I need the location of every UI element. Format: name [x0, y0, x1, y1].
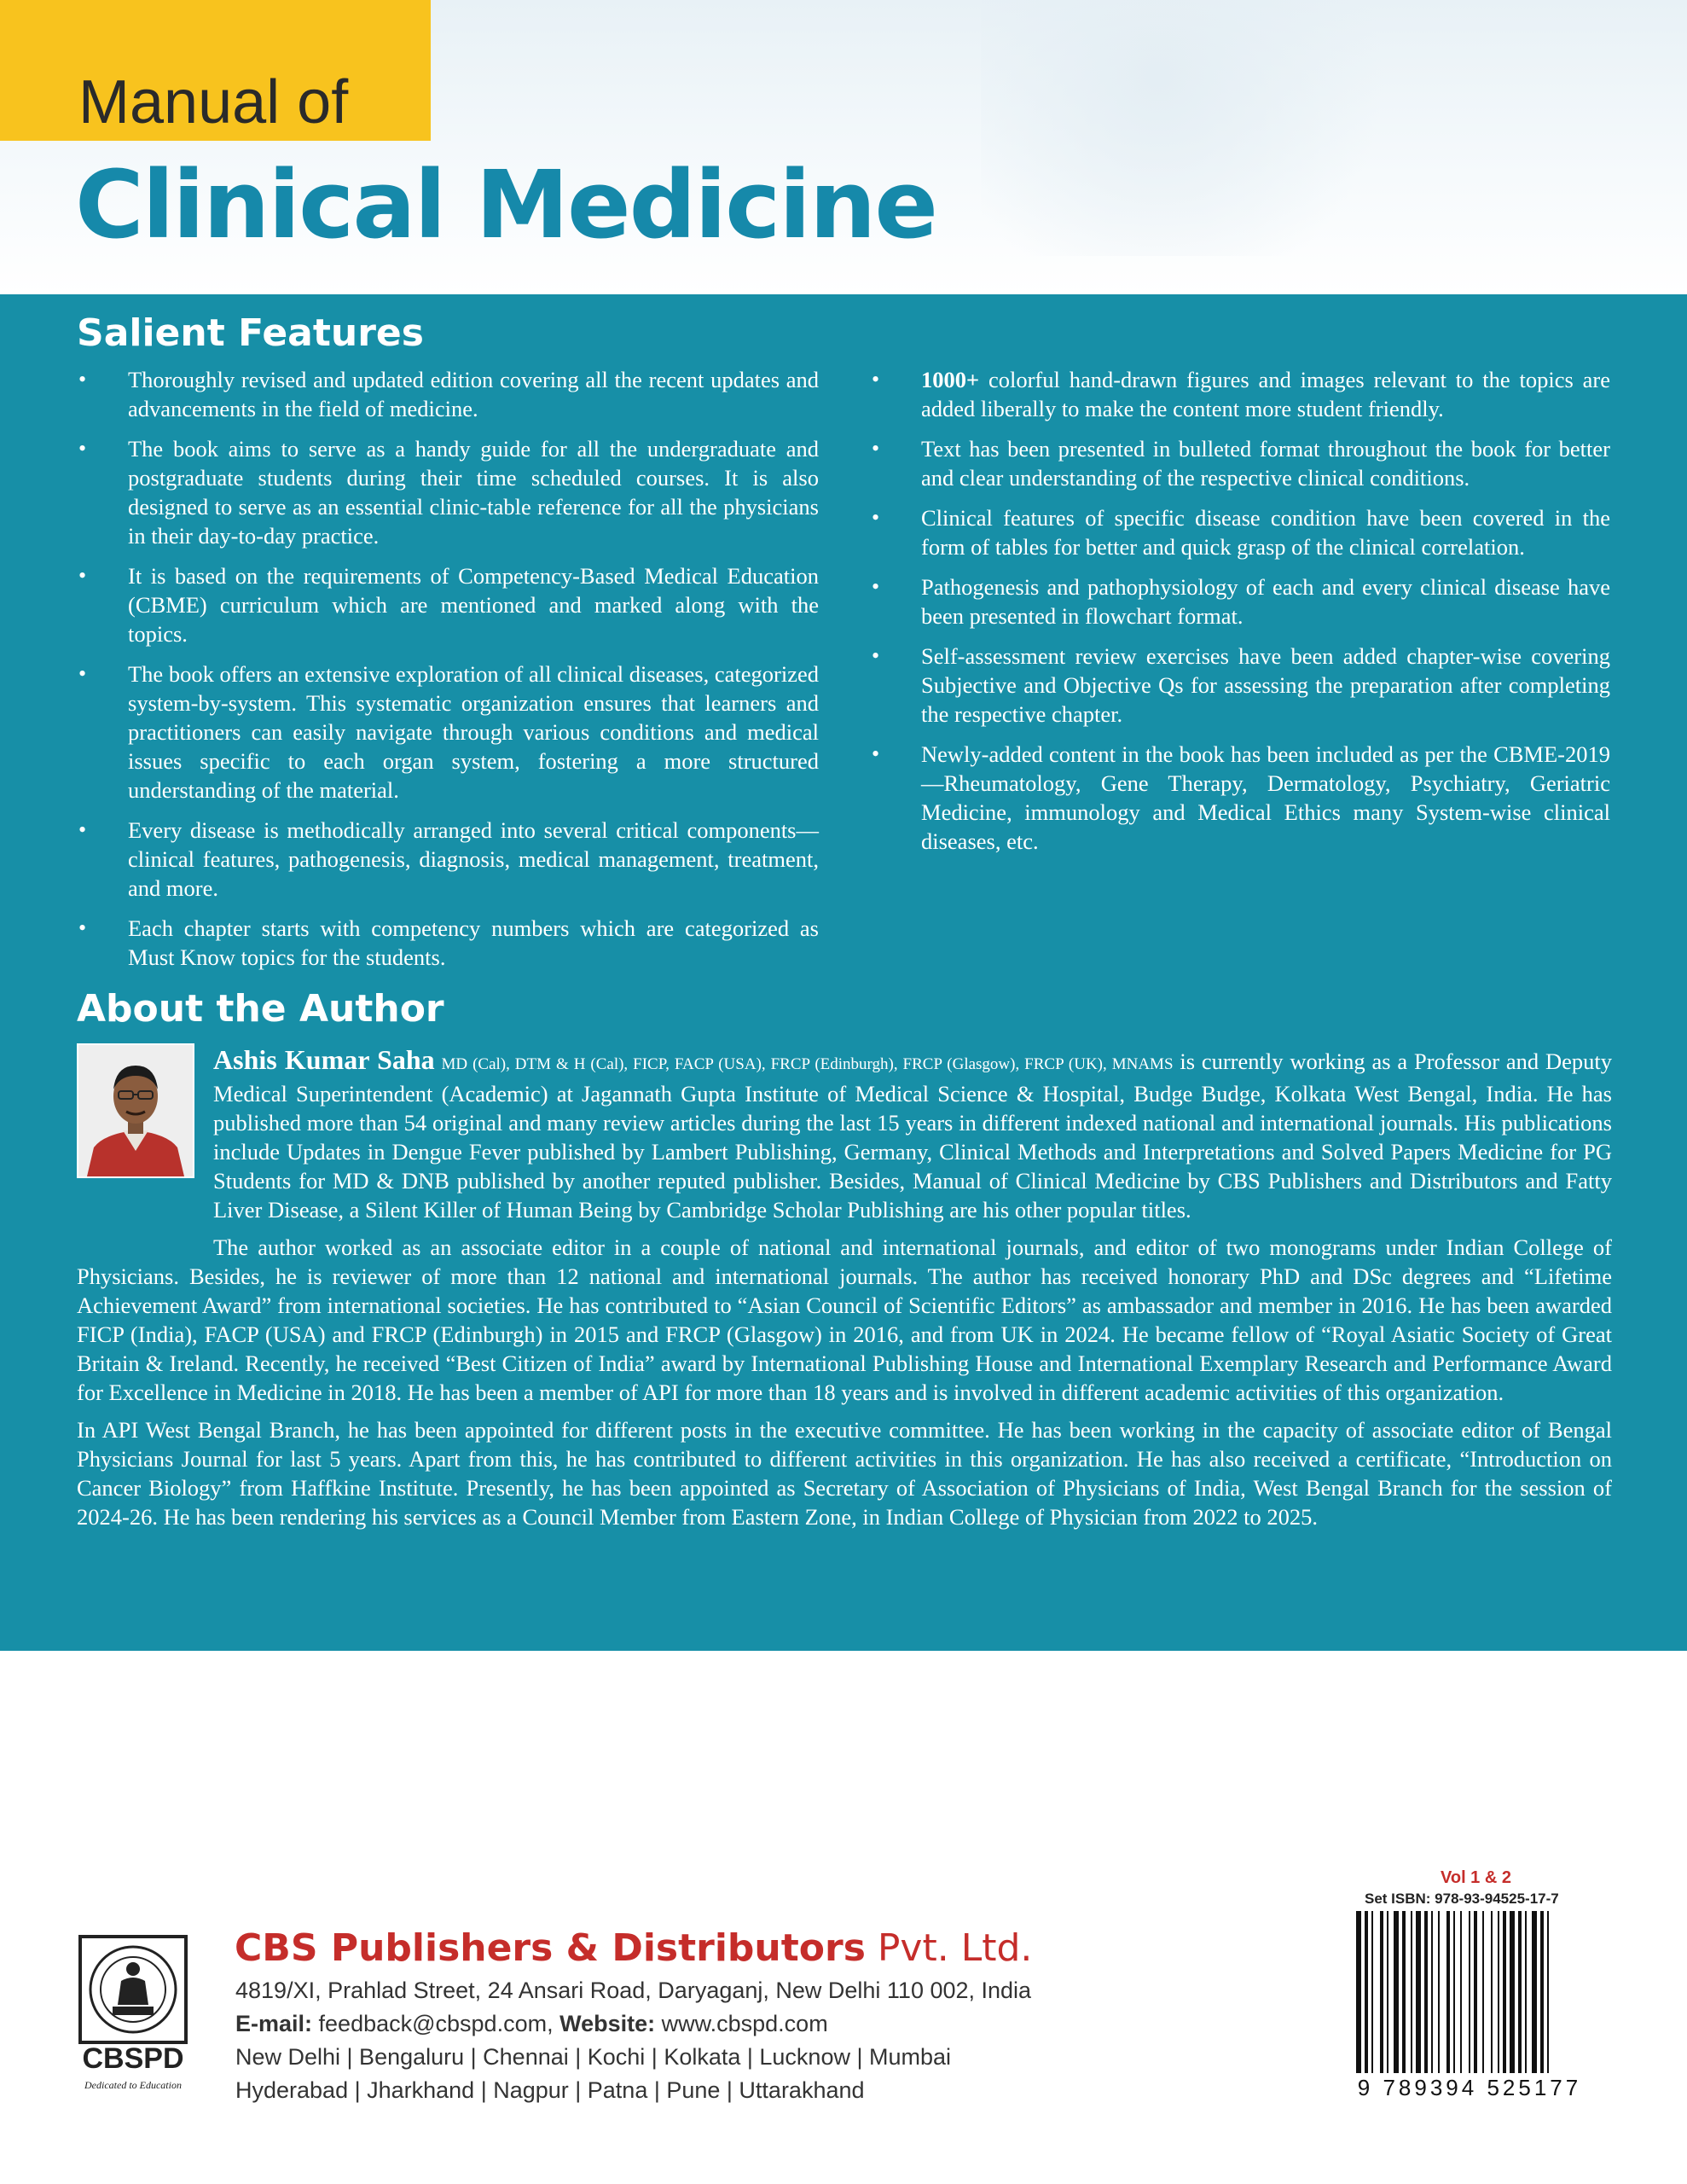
feature-item	[872, 365, 1610, 423]
publisher-cities-2: Hyderabad | Jharkhand | Nagpur | Patna | Pune | Uttarakhand	[235, 2077, 865, 2103]
bullet-icon: •	[872, 574, 880, 599]
about-author-heading: About the Author	[77, 987, 444, 1031]
bullet-icon: •	[78, 367, 87, 392]
bullet-icon: •	[78, 915, 87, 940]
feature-text: colorful hand-drawn figures and images relevant to the topics are added liberally to make the content more student friendly.	[921, 367, 1610, 421]
feature-text: Every disease is methodically arranged into several critical components—clinical features, pathogenesis, diagnosis, medical management, treatment, and more.	[128, 817, 819, 901]
feature-text: Each chapter starts with competency numbers which are categorized as Must Know topics for the students.	[128, 915, 819, 970]
feature-item	[78, 914, 819, 972]
email-value: feedback@cbspd.com,	[312, 2011, 560, 2036]
cbspd-logo-icon	[78, 1935, 191, 2097]
feature-text: Clinical features of specific disease condition have been covered in the form of tables for better and quick grasp of the clinical correlation.	[921, 505, 1610, 560]
bullet-icon: •	[78, 436, 87, 461]
bullet-icon: •	[78, 817, 87, 842]
feature-text: Text has been presented in bulleted format throughout the book for better and clear understanding of the respective clinical conditions.	[921, 436, 1610, 491]
website-label: Website:	[559, 2011, 656, 2036]
publisher-address: 4819/XI, Prahlad Street, 24 Ansari Road, Daryaganj, New Delhi 110 002, India	[235, 1978, 1032, 2003]
barcode-number: 9 789394 525177	[1346, 2075, 1593, 2101]
book-title: Clinical Medicine	[75, 150, 936, 259]
author-bio-text-1: is currently working as a Professor and Deputy Medical Superintendent (Academic) at Jagannath Gupta Institute of Medical Science & Hospital, Budge Budge, Kolkata West Bengal, India. He has published more than 54 original and many review articles during the last 15 years in different indexed national and international journals. His publications include Updates in Dengue Fever published by Lambert Publishing, Germany, Clinical Methods and Interpretations and Solved Papers Medicine for PG Students for MD & DNB published by another reputed publisher. Besides, Manual of Clinical Medicine by CBS Publishers and Distributors and Fatty Liver Disease, a Silent Killer of Human Being by Cambridge Scholar Publishing are his other popular titles.	[213, 1048, 1612, 1223]
feature-text: The book offers an extensive exploration of all clinical diseases, categorized system-by-system. This systematic organization ensures that learners and practitioners can easily navigate through various conditions and medical issues specific to each organ system, fostering a more structured understanding of the material.	[128, 661, 819, 803]
bullet-icon: •	[872, 643, 880, 668]
feature-item	[78, 659, 819, 804]
publisher-name-suffix: Pvt. Ltd.	[865, 1926, 1033, 1970]
publisher-name-main: CBS Publishers & Distributors	[235, 1926, 866, 1970]
feature-item	[872, 503, 1610, 561]
feature-item	[78, 434, 819, 550]
feature-item	[872, 434, 1610, 492]
salient-features-heading: Salient Features	[77, 311, 424, 355]
publisher-cities-1: New Delhi | Bengaluru | Chennai | Kochi | Kolkata | Lucknow | Mumbai	[235, 2044, 952, 2070]
bullet-icon: •	[78, 563, 87, 588]
bullet-icon: •	[872, 436, 880, 461]
publisher-name	[235, 1926, 1032, 1970]
author-name: Ashis Kumar Saha	[213, 1044, 435, 1075]
photo-spacer	[77, 1045, 213, 1240]
feature-item	[78, 365, 819, 423]
publisher-logo	[78, 1935, 191, 2097]
email-label: E-mail:	[235, 2011, 313, 2036]
logo-text: CBSPD	[82, 2042, 184, 2075]
author-bio	[77, 1045, 1612, 1540]
feature-item	[872, 642, 1610, 729]
feature-text: Pathogenesis and pathophysiology of each and every clinical disease have been presented in flowchart format.	[921, 574, 1610, 629]
isbn-label: Set ISBN: 978-93-94525-17-7	[1365, 1891, 1559, 1907]
feature-item	[872, 572, 1610, 630]
feature-text: The book aims to serve as a handy guide for all the undergraduate and postgraduate students during their time scheduled courses. It is also designed to serve as an essential clinic-table reference for all the physicians in their day-to-day practice.	[128, 436, 819, 549]
author-bio-paragraph-1	[77, 1045, 1612, 1224]
barcode-icon	[1346, 1911, 1593, 2099]
publisher-contact	[235, 2007, 1031, 2041]
bullet-icon: •	[872, 367, 880, 392]
feature-highlight: 1000+	[921, 367, 980, 392]
title-line-1: Manual of	[78, 68, 349, 136]
publisher-details	[235, 1974, 1031, 2107]
feature-item	[78, 561, 819, 648]
bullet-icon: •	[872, 741, 880, 766]
feature-text: Self-assessment review exercises have been added chapter-wise covering Subjective and Objective Qs for assessing the preparation after completing the respective chapter.	[921, 643, 1610, 727]
author-bio-paragraph-2: The author worked as an associate editor in a couple of national and international journals, and editor of two monograms under Indian College of Physicians. Besides, he is reviewer of more than 12 national and international journals. The author has received honorary PhD and DSc degrees and “Lifetime Achievement Award” from international societies. He has contributed to “Asian Council of Scientific Editors” as ambassador and member in 2016. He has been awarded FICP (India), FACP (USA) and FRCP (Edinburgh) in 2015 and FRCP (Glasgow) in 2016, and from UK in 2024. He became fellow of “Royal Asiatic Society of Great Britain & Ireland. Recently, he received “Best Citizen of India” award by International Publishing House and International Exemplary Research and Performance Award for Excellence in Medicine in 2018. He has been a member of API for more than 18 years and is involved in different academic activities of this organization.	[77, 1234, 1612, 1405]
website-value: www.cbspd.com	[655, 2011, 828, 2036]
feature-item	[872, 740, 1610, 856]
feature-text: Newly-added content in the book has been included as per the CBME-2019—Rheumatology, Gene Therapy, Dermatology, Psychiatry, Geriatric Medicine, immunology and Medical Ethics many System-wise clinical diseases, etc.	[921, 741, 1610, 854]
bullet-icon: •	[872, 505, 880, 530]
bullet-icon: •	[78, 661, 87, 686]
features-list-left	[78, 365, 819, 983]
decorative-pattern	[981, 0, 1424, 256]
feature-text: It is based on the requirements of Competency-Based Medical Education (CBME) curriculum which are mentioned and marked along with the topics.	[128, 563, 819, 647]
author-bio-paragraph-3: In API West Bengal Branch, he has been appointed for different posts in the executive committee. He has been working in the capacity of associate editor of Bengal Physicians Journal for last 5 years. Apart from this, he has contributed to different activities in this organization. He has also received a certificate, “Introduction on Cancer Biology” from Haffkine Institute. Presently, he has been appointed as Secretary of Association of Physicians of India, West Bengal Branch for the session of 2024-26. He has been rendering his services as a Council Member from Eastern Zone, in Indian College of Physician from 2022 to 2025.	[77, 1417, 1612, 1530]
feature-text: Thoroughly revised and updated edition covering all the recent updates and advancements in the field of medicine.	[128, 367, 819, 421]
content-panel	[0, 294, 1687, 1651]
feature-item	[78, 816, 819, 903]
logo-tagline: Dedicated to Education	[84, 2079, 182, 2091]
volume-label: Vol 1 & 2	[1441, 1868, 1511, 1887]
features-list-right	[872, 365, 1610, 867]
author-credentials: MD (Cal), DTM & H (Cal), FICP, FACP (USA), FRCP (Edinburgh), FRCP (Glasgow), FRCP (UK), MNAMS	[441, 1055, 1174, 1073]
